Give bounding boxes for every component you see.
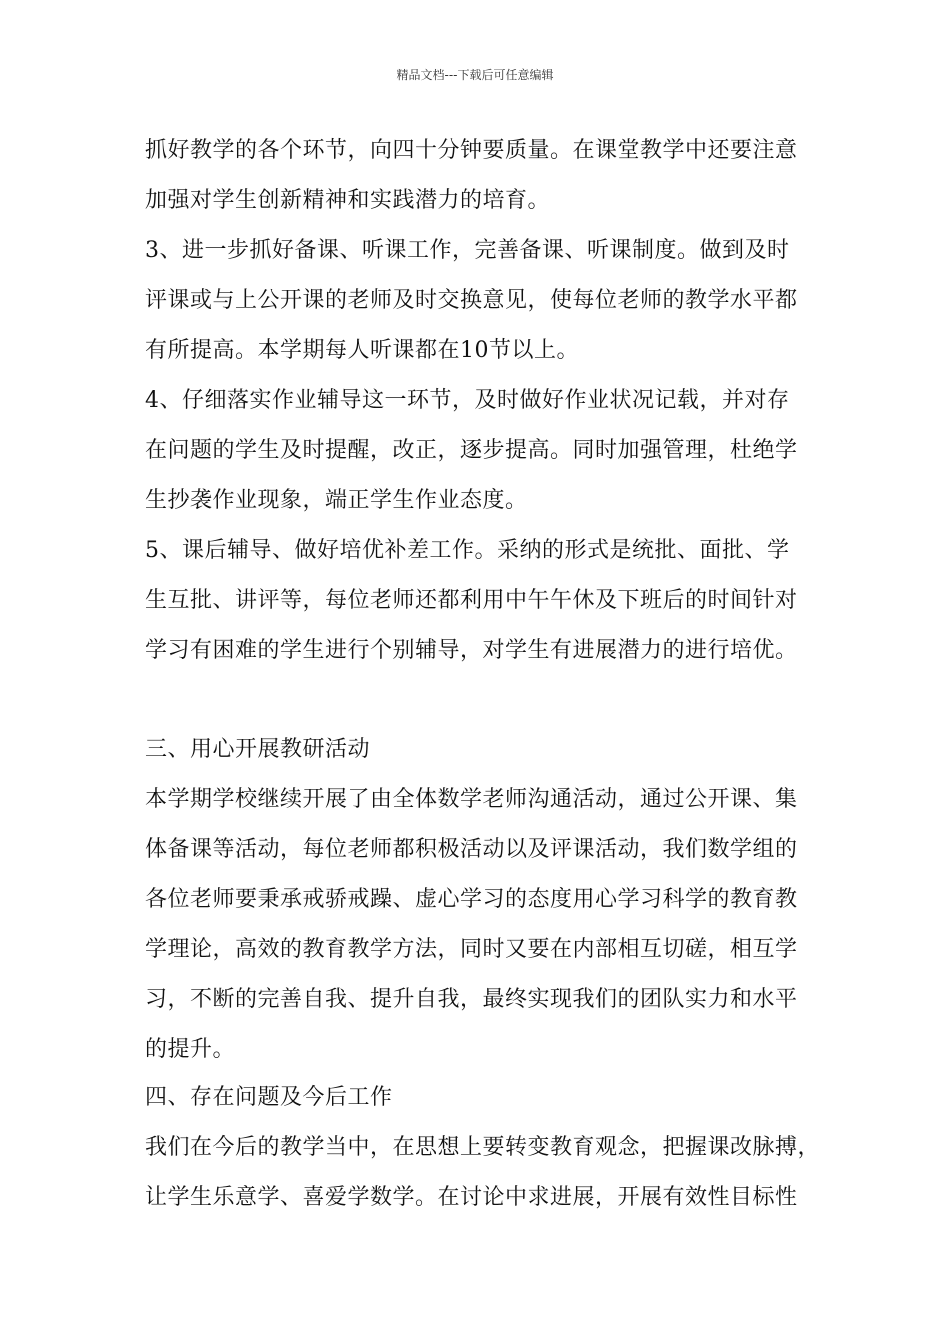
text-line: 在问题的学生及时提醒，改正，逐步提高。同时加强管理，杜绝学 — [145, 438, 798, 463]
text-line: 让学生乐意学、喜爱学数学。在讨论中求进展，开展有效性目标性 — [145, 1185, 798, 1210]
text-line: 5、课后辅导、做好培优补差工作。采纳的形式是统批、面批、学 — [145, 538, 790, 563]
section-heading: 三、用心开展教研活动 — [145, 737, 371, 762]
text-line: 各位老师要秉承戒骄戒躁、虚心学习的态度用心学习科学的教育教 — [145, 887, 798, 912]
text-line: 学理论，高效的教育教学方法，同时又要在内部相互切磋，相互学 — [145, 937, 798, 962]
text-line: 体备课等活动，每位老师都积极活动以及评课活动，我们数学组的 — [145, 837, 798, 862]
text-line: 4、仔细落实作业辅导这一环节，及时做好作业状况记载，并对存 — [145, 388, 790, 413]
text-line: 学习有困难的学生进行个别辅导，对学生有进展潜力的进行培优。 — [145, 638, 798, 663]
text-line: 生互批、讲评等，每位老师还都利用中午午休及下班后的时间针对 — [145, 588, 798, 613]
section-heading: 四、存在问题及今后工作 — [145, 1085, 393, 1110]
text-line: 习，不断的完善自我、提升自我，最终实现我们的团队实力和水平 — [145, 987, 798, 1012]
page-header: 精品文档---下载后可任意编辑 — [396, 68, 554, 82]
text-line: 抓好教学的各个环节，向四十分钟要质量。在课堂教学中还要注意 — [145, 138, 798, 163]
text-line: 的提升。 — [145, 1037, 236, 1062]
text-line: 3、进一步抓好备课、听课工作，完善备课、听课制度。做到及时 — [145, 238, 790, 263]
text-line: 生抄袭作业现象，端正学生作业态度。 — [145, 488, 528, 513]
text-line: 评课或与上公开课的老师及时交换意见，使每位老师的教学水平都 — [145, 288, 798, 313]
text-line: 加强对学生创新精神和实践潜力的培育。 — [145, 188, 551, 213]
text-line: 有所提高。本学期每人听课都在10节以上。 — [145, 338, 579, 363]
text-line: 本学期学校继续开展了由全体数学老师沟通活动，通过公开课、集 — [145, 787, 798, 812]
text-line: 我们在今后的教学当中，在思想上要转变教育观念，把握课改脉搏， — [145, 1135, 821, 1160]
